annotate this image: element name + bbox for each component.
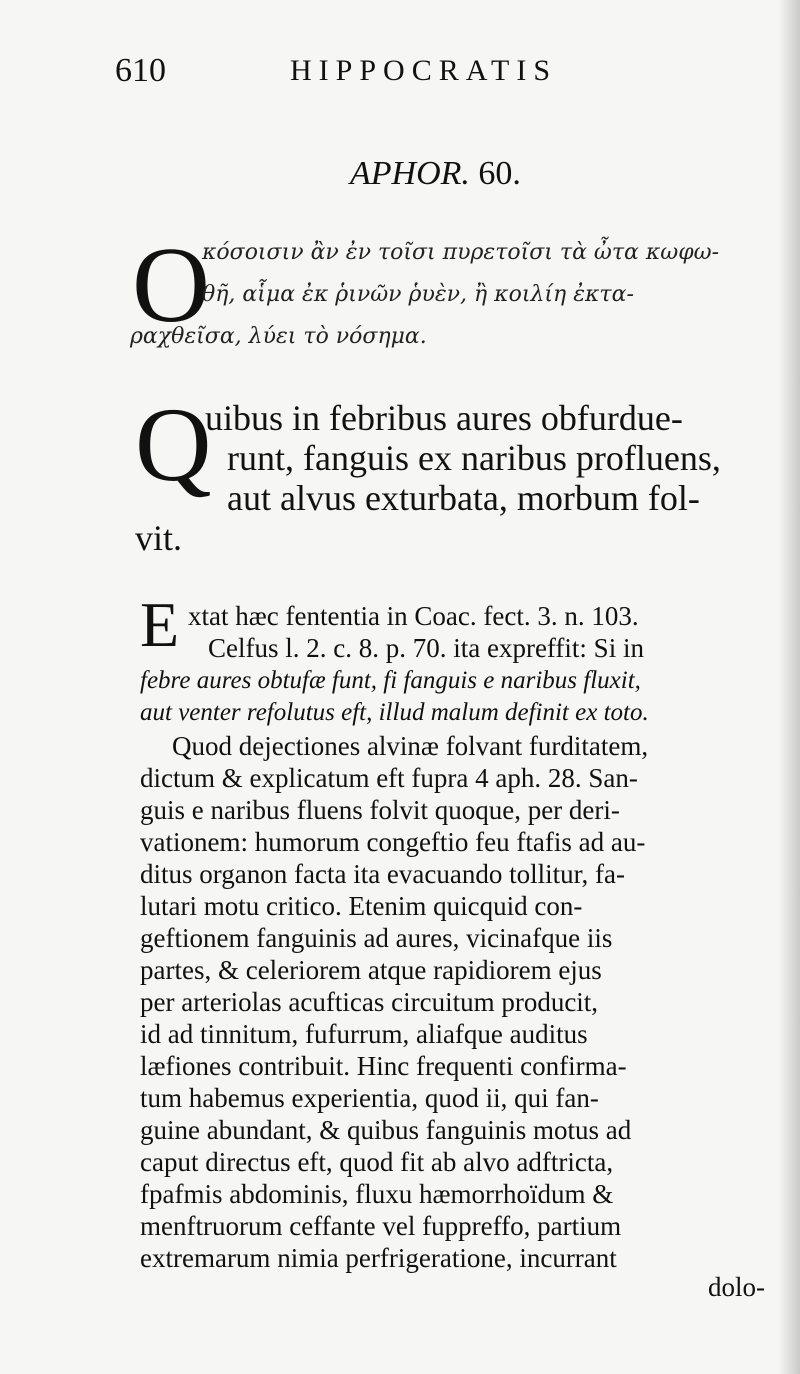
page-gutter-shadow: [778, 0, 800, 1374]
commentary-block: [140, 589, 770, 1295]
greek-drop-initial: O: [132, 226, 210, 345]
running-title: HIPPOCRATIS: [290, 54, 558, 87]
commentary-line: caput directus eft, quod fit ab alvo adftricta,: [140, 1147, 614, 1177]
commentary-line: guine abundant, & quibus fanguinis motus ad: [140, 1115, 632, 1145]
catchword: dolo-: [708, 1272, 765, 1302]
running-head: [115, 52, 645, 92]
commentary-line: tum habemus experientia, quod ii, qui fan-: [140, 1083, 599, 1113]
greek-line: θῆ, αἷμα ἐκ ῥινῶν ῥυὲν, ἢ κοιλίη ἐκτα-: [202, 282, 634, 307]
latin-line: uibus in febribus aures obfurdue-: [205, 398, 683, 438]
latin-line: vit.: [135, 518, 183, 558]
aphorism-number: 60.: [478, 155, 521, 192]
latin-drop-initial: Q: [135, 386, 212, 503]
greek-line: κόσοισιν ἂν ἐν τοῖσι πυρετοῖσι τὰ ὦτα κωφω-: [202, 240, 720, 265]
commentary-line: læfiones contribuit. Hinc frequenti confirma-: [140, 1051, 627, 1081]
commentary-line: vationem: humorum congeftio feu ftafis ad au-: [140, 827, 646, 857]
latin-translation-block: [135, 386, 765, 558]
commentary-line: extremarum nimia perfrigeratione, incurrant: [140, 1243, 617, 1273]
commentary-line: aut venter refolutus eft, illud malum definit ex toto.: [140, 699, 649, 726]
greek-text-block: [130, 226, 770, 372]
aphorism-heading: [350, 155, 650, 199]
commentary-line: lutari motu critico. Etenim quicquid con-: [140, 891, 583, 921]
commentary-line: partes, & celeriorem atque rapidiorem ejus: [140, 955, 602, 985]
commentary-line: ditus organon facta ita evacuando tollitur, fa-: [140, 859, 625, 889]
commentary-line: per arteriolas acufticas circuitum producit,: [140, 987, 599, 1017]
latin-line: runt, fanguis ex naribus profluens,: [227, 438, 721, 478]
commentary-line: guis e naribus fluens folvit quoque, per deri-: [140, 795, 620, 825]
commentary-line: Quod dejectiones alvinæ folvant furditatem,: [172, 731, 649, 761]
page-number: 610: [115, 52, 166, 89]
commentary-line: id ad tinnitum, fufurrum, aliafque auditus: [140, 1019, 588, 1049]
greek-line: ραχθεῖσα, λύει τὸ νόσημα.: [130, 324, 427, 349]
commentary-line: menftruorum ceffante vel fuppreffo, partium: [140, 1211, 622, 1241]
commentary-line: dictum & explicatum eft fupra 4 aph. 28. San-: [140, 763, 638, 793]
aphorism-label: APHOR.: [350, 155, 470, 192]
commentary-line: febre aures obtufæ funt, fi fanguis e naribus fluxit,: [140, 667, 641, 694]
commentary-line: fpafmis abdominis, fluxu hæmorrhoïdum &: [140, 1179, 614, 1209]
latin-line: aut alvus exturbata, morbum fol-: [227, 478, 700, 518]
commentary-line: xtat hæc fententia in Coac. fect. 3. n. 103.: [188, 601, 639, 631]
commentary-line: Celfus l. 2. c. 8. p. 70. ita expreffit: Si in: [208, 633, 644, 663]
commentary-line: geftionem fanguinis ad aures, vicinafque iis: [140, 923, 613, 953]
commentary-drop-initial: E: [140, 589, 180, 660]
